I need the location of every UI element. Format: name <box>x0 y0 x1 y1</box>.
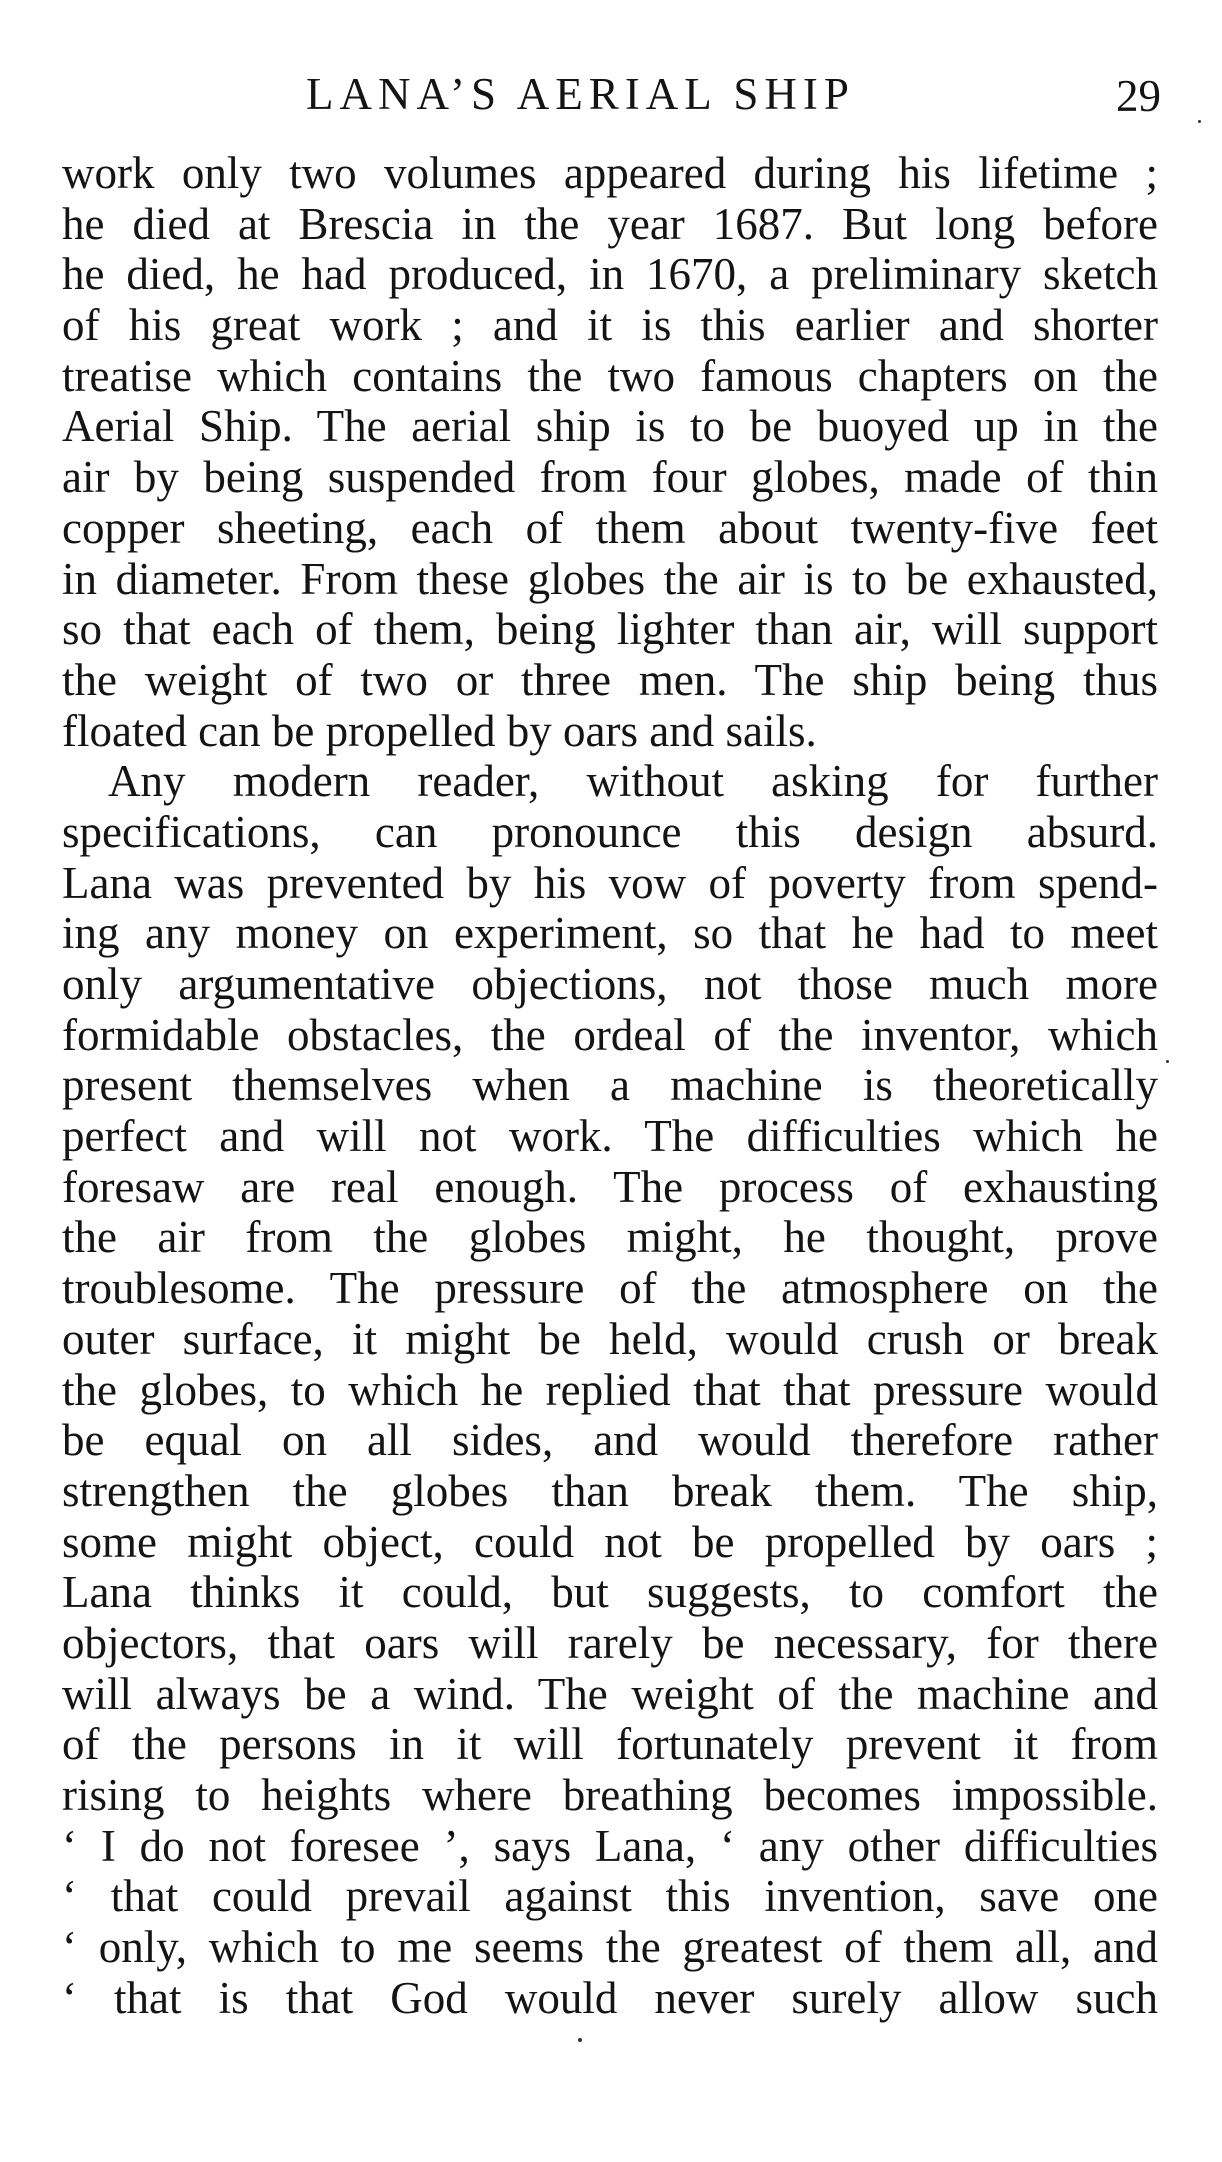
text-line: he died at Brescia in the year 1687. But long before <box>62 198 1158 249</box>
running-title: LANA’S AERIAL SHIP <box>306 69 855 119</box>
text-line: in diameter. From these globes the air is to be exhausted, <box>62 553 1158 604</box>
text-line: ‘ I do not foresee ’, says Lana, ‘ any other difficulties <box>62 1820 1158 1871</box>
print-speck <box>578 2038 582 2042</box>
print-speck <box>1198 120 1201 123</box>
text-line: ‘ that is that God would never surely allow such <box>62 1972 1158 2023</box>
text-line: the air from the globes might, he thought, prove <box>62 1212 1158 1263</box>
text-line: so that each of them, being lighter than air, will support <box>62 604 1158 655</box>
text-line: work only two volumes appeared during his lifetime ; <box>62 148 1158 198</box>
text-line: be equal on all sides, and would therefore rather <box>62 1415 1158 1466</box>
text-line: will always be a wind. The weight of the machine and <box>62 1668 1158 1719</box>
text-line: foresaw are real enough. The process of exhausting <box>62 1161 1158 1212</box>
paragraph-end-line: floated can be propelled by oars and sails. <box>62 705 817 756</box>
text-line: outer surface, it might be held, would crush or break <box>62 1313 1158 1364</box>
text-line: ing any money on experiment, so that he had to meet <box>62 908 1158 959</box>
text-line: ‘ only, which to me seems the greatest of them all, and <box>62 1922 1158 1973</box>
text-line: Lana thinks it could, but suggests, to comfort the <box>62 1567 1158 1618</box>
text-line: objectors, that oars will rarely be necessary, for there <box>62 1617 1158 1668</box>
text-line: perfect and will not work. The difficulties which he <box>62 1111 1158 1162</box>
page-number: 29 <box>1116 71 1161 121</box>
body-text <box>62 148 1158 2023</box>
text-line: formidable obstacles, the ordeal of the inventor, which <box>62 1009 1158 1060</box>
text-line: present themselves when a machine is theoretically <box>62 1060 1158 1111</box>
text-line: treatise which contains the two famous chapters on the <box>62 350 1158 401</box>
text-line: Aerial Ship. The aerial ship is to be buoyed up in the <box>62 401 1158 452</box>
text-line: he died, he had produced, in 1670, a preliminary sketch <box>62 249 1158 300</box>
text-line: Lana was prevented by his vow of poverty from spend- <box>62 857 1158 908</box>
text-line: of the persons in it will fortunately prevent it from <box>62 1719 1158 1770</box>
text-line: the weight of two or three men. The ship being thus <box>62 654 1158 705</box>
text-line: strengthen the globes than break them. The ship, <box>62 1465 1158 1516</box>
text-line: ‘ that could prevail against this invention, save one <box>62 1871 1158 1922</box>
running-head <box>0 64 1222 124</box>
text-line: the globes, to which he replied that that pressure would <box>62 1364 1158 1415</box>
text-line: only argumentative objections, not those much more <box>62 959 1158 1009</box>
paragraph-start-line: Any modern reader, without asking for further <box>108 756 1158 807</box>
text-line: of his great work ; and it is this earlier and shorter <box>62 300 1158 351</box>
text-line: troublesome. The pressure of the atmosphere on the <box>62 1263 1158 1314</box>
print-speck <box>1166 1060 1169 1063</box>
text-line: air by being suspended from four globes, made of thin <box>62 452 1158 503</box>
text-line: rising to heights where breathing becomes impossible. <box>62 1770 1158 1820</box>
text-line: specifications, can pronounce this design absurd. <box>62 806 1158 857</box>
text-line: copper sheeting, each of them about twenty-five feet <box>62 502 1158 553</box>
text-line: some might object, could not be propelled by oars ; <box>62 1516 1158 1567</box>
